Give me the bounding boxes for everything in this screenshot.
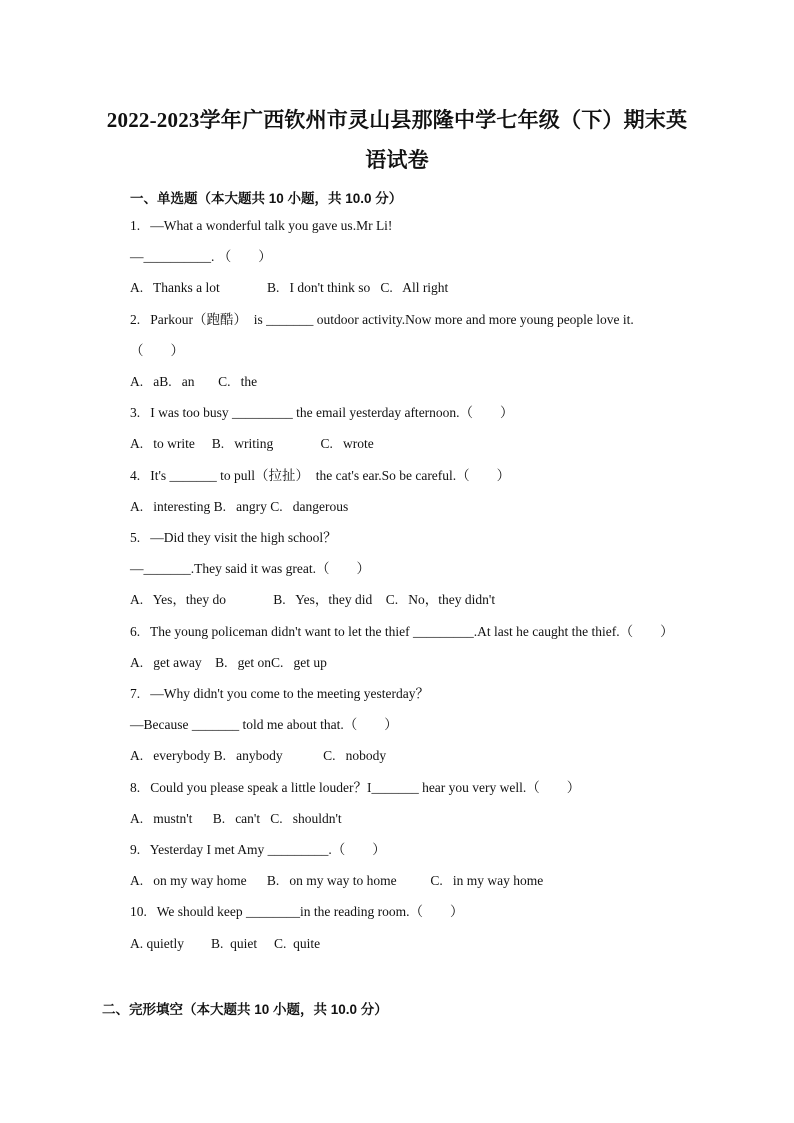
question-5-options: A. Yes，they do B. Yes，they did C. No，they didn't — [130, 592, 496, 607]
question-1-text: 1. —What a wonderful talk you gave us.Mr Li! — [130, 218, 393, 233]
question-5-answer-line: —_______.They said it was great.（ ） — [130, 561, 370, 576]
question-3-options: A. to write B. writing C. wrote — [130, 436, 374, 451]
question-2-text: 2. Parkour（跑酷） is _______ outdoor activity.Now more and more young people love it. — [130, 312, 634, 327]
question-9-text: 9. Yesterday I met Amy _________.（ ） — [130, 842, 386, 857]
exam-title-line-1: 2022-2023学年广西钦州市灵山县那隆中学七年级（下）期末英 — [106, 108, 688, 132]
question-4-options: A. interesting B. angry C. dangerous — [130, 499, 349, 514]
question-3-text: 3. I was too busy _________ the email yesterday afternoon.（ ） — [130, 405, 514, 420]
question-1-answer-line: —__________. （ ） — [130, 249, 272, 264]
question-7-options: A. everybody B. anybody C. nobody — [130, 748, 387, 763]
question-5-text: 5. —Did they visit the high school？ — [130, 530, 337, 545]
question-6-text: 6. The young policeman didn't want to let the thief _________.At last he caught the thief.（ ） — [130, 624, 674, 639]
question-7-answer-line: —Because _______ told me about that.（ ） — [130, 717, 398, 732]
question-2-options: A. aB. an C. the — [130, 374, 258, 389]
question-7-text: 7. —Why didn't you come to the meeting yesterday？ — [130, 686, 429, 701]
question-4-text: 4. It's _______ to pull（拉扯） the cat's ear.So be careful.（ ） — [130, 468, 511, 483]
section-heading-cloze: 二、完形填空（本大题共 10 小题，共 10.0 分） — [102, 1002, 388, 1017]
question-10-options: A. quietly B. quiet C. quite — [130, 936, 321, 951]
question-2-bracket: （ ） — [130, 343, 184, 358]
exam-title — [60, 100, 734, 180]
question-1-options: A. Thanks a lot B. I don't think so C. All right — [130, 280, 449, 295]
section-heading-single-choice: 一、单选题（本大题共 10 小题，共 10.0 分） — [130, 191, 403, 206]
exam-title-line-2: 语试卷 — [365, 148, 429, 172]
question-9-options: A. on my way home B. on my way to home C. in my way home — [130, 873, 544, 888]
question-6-options: A. get away B. get onC. get up — [130, 655, 327, 670]
question-8-text: 8. Could you please speak a little louder？I_______ hear you very well.（ ） — [130, 780, 581, 795]
question-10-text: 10. We should keep ________in the reading room.（ ） — [130, 904, 464, 919]
question-8-options: A. mustn't B. can't C. shouldn't — [130, 811, 342, 826]
